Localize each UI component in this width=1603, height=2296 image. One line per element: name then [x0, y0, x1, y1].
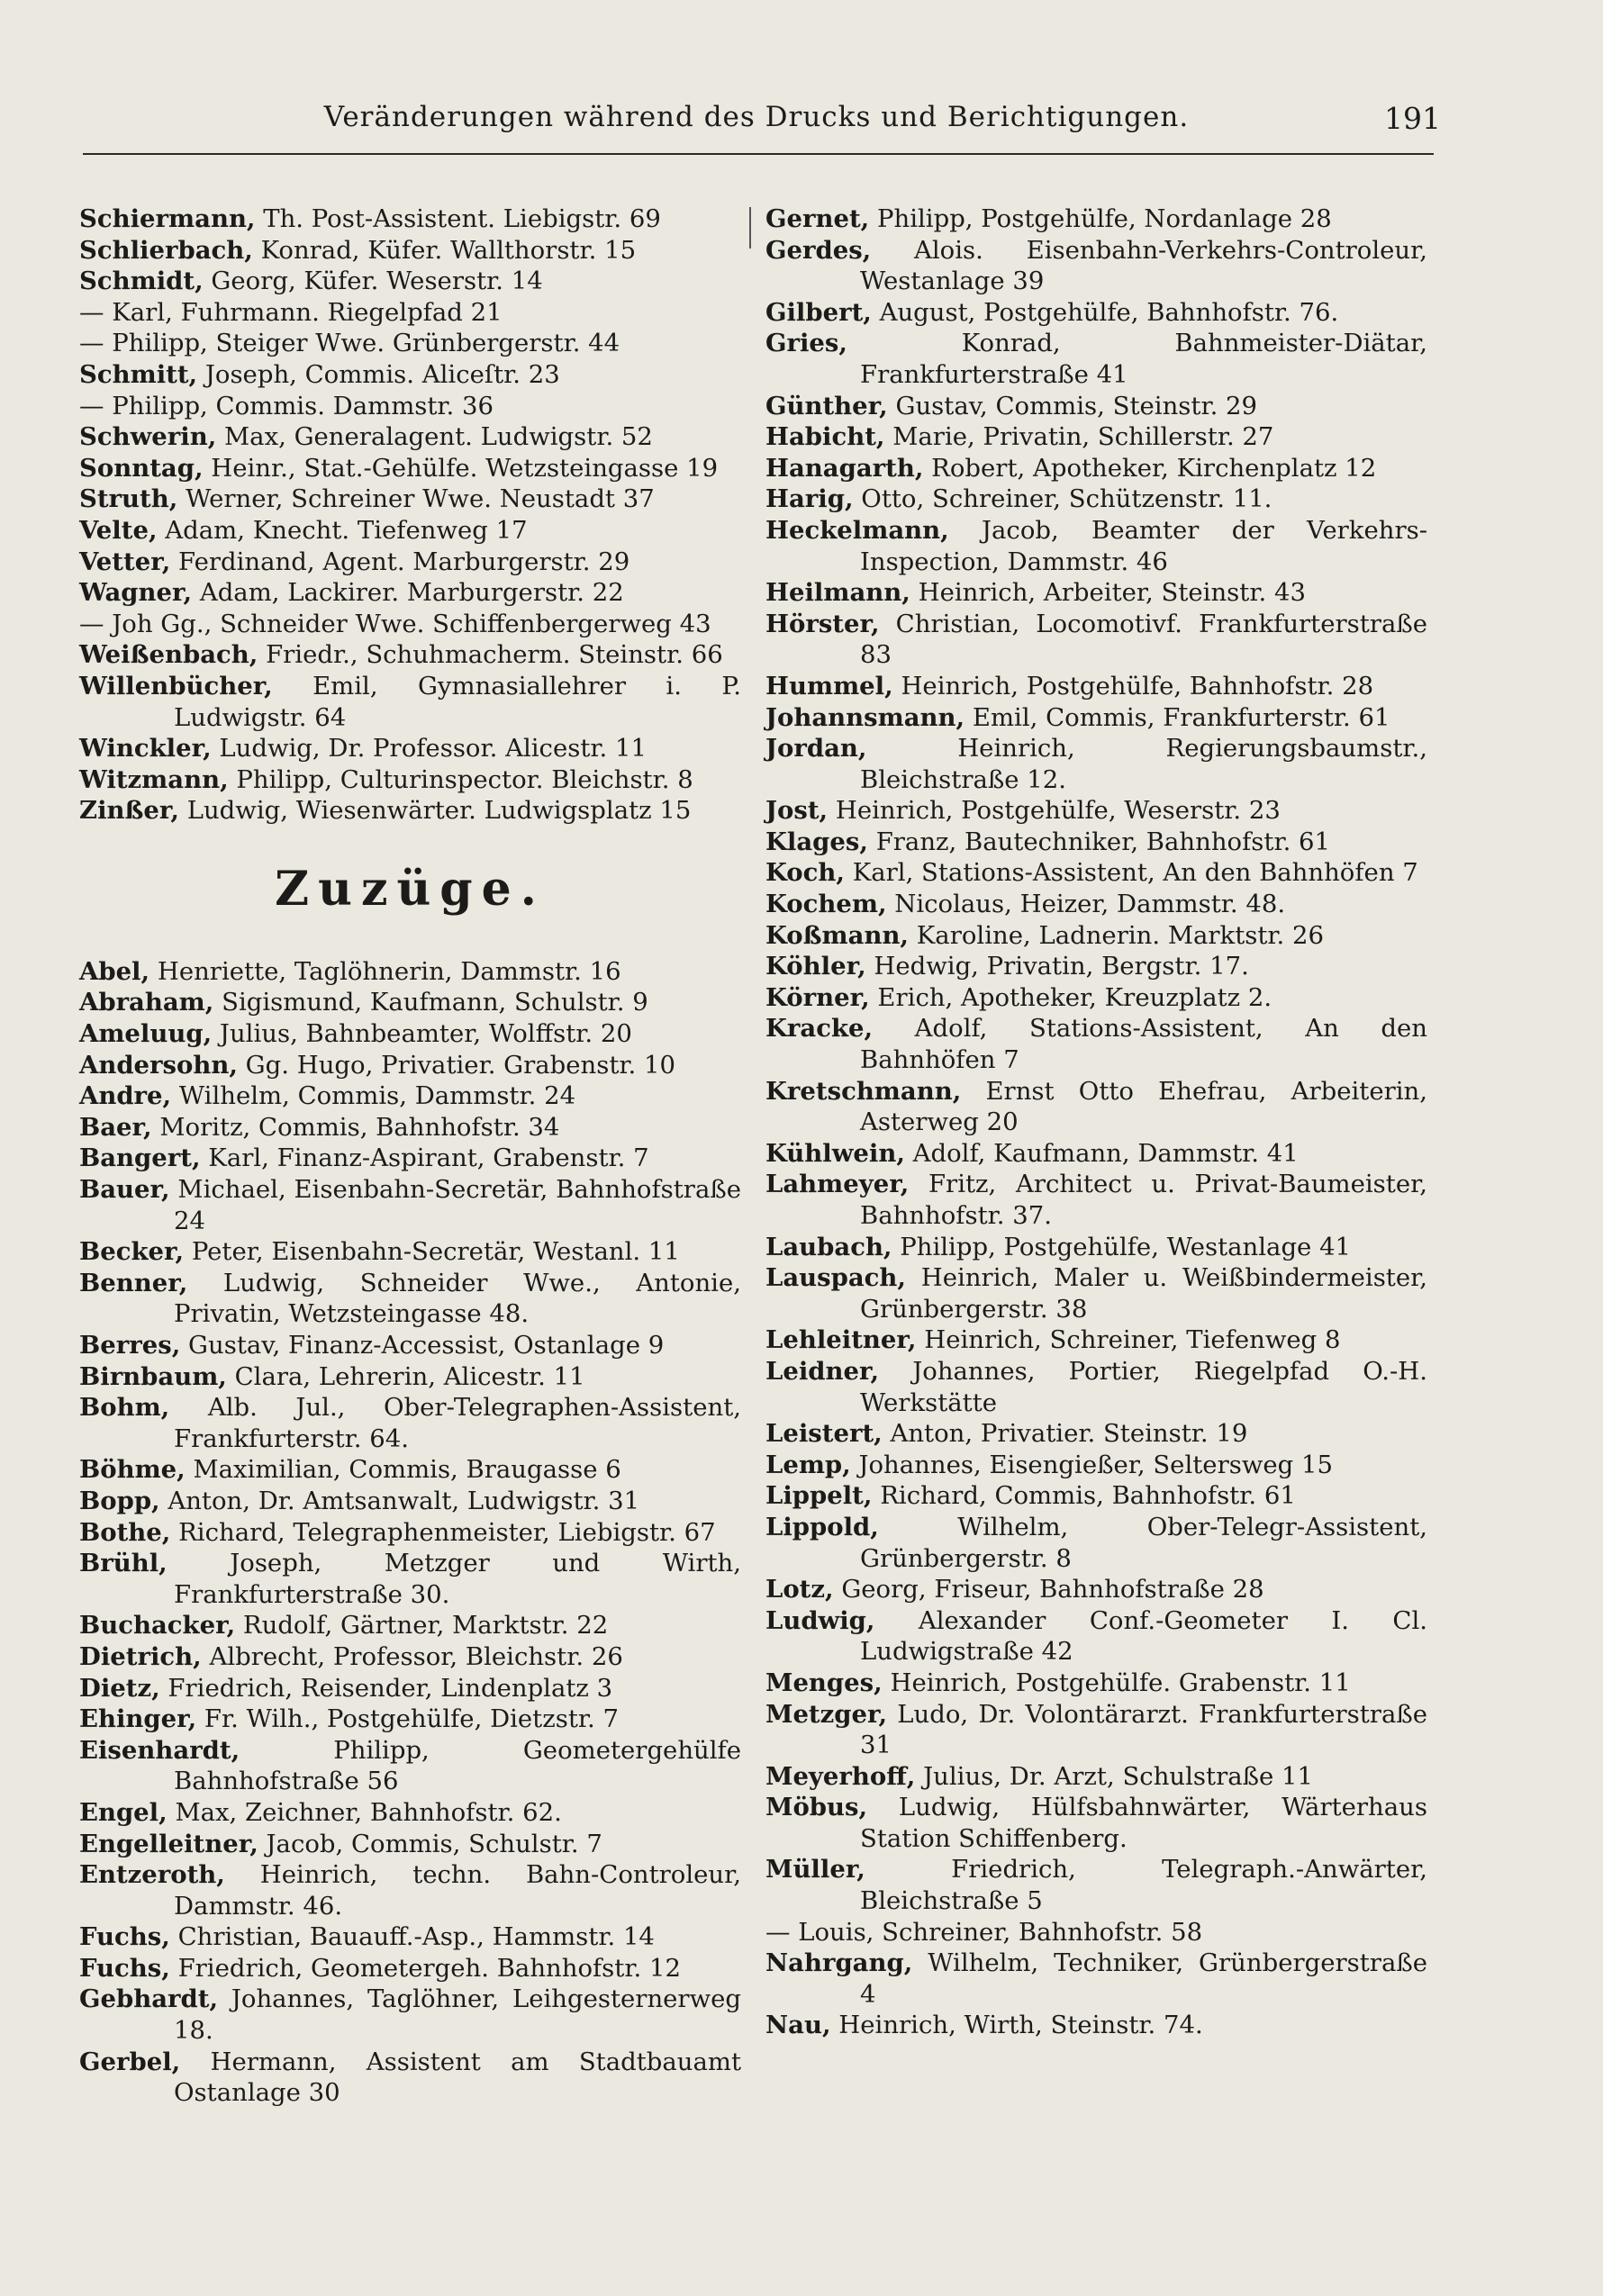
- directory-entry: [79, 1953, 741, 1984]
- entry-surname: Andre,: [79, 1081, 172, 1111]
- entry-surname: Meyerhoff,: [765, 1761, 916, 1791]
- directory-entry: [79, 1610, 741, 1641]
- entry-surname: Lehleitner,: [765, 1325, 917, 1355]
- entry-surname: Gernet,: [765, 204, 870, 233]
- entry-surname: Winckler,: [79, 734, 212, 764]
- entry-details: Friedr., Schuhmacherm. Steinstr. 66: [258, 640, 723, 670]
- directory-entry: [765, 297, 1427, 329]
- page-number: 191: [1384, 101, 1441, 136]
- header-rule: [83, 153, 1434, 155]
- entry-details: Ernst Otto Ehefrau, Arbeiterin, Asterweg 20: [860, 1076, 1427, 1137]
- directory-entry: [79, 1080, 741, 1112]
- entry-surname: Hummel,: [765, 671, 893, 701]
- entry-details: Julius, Bahnbeamter, Wolffstr. 20: [212, 1019, 632, 1049]
- entry-surname: Leidner,: [765, 1356, 880, 1386]
- entry-surname: Nahrgang,: [765, 1948, 913, 1978]
- directory-entry: [765, 1076, 1427, 1138]
- entry-surname: Zinßer,: [79, 796, 179, 826]
- entry-details: — Philipp, Commis. Dammstr. 36: [79, 391, 494, 420]
- entry-surname: Ludwig,: [765, 1605, 875, 1635]
- entry-surname: Engelleitner,: [79, 1829, 258, 1858]
- entry-details: Hedwig, Privatin, Bergstr. 17.: [865, 952, 1249, 981]
- entry-surname: Laubach,: [765, 1232, 892, 1261]
- entry-details: Sigismund, Kaufmann, Schulstr. 9: [213, 988, 648, 1017]
- entry-details: Gg. Hugo, Privatier. Grabenstr. 10: [237, 1050, 676, 1080]
- entry-details: Konrad, Bahnmeister-Diätar, Frankfurterstraße 41: [847, 329, 1427, 389]
- directory-entry: [765, 920, 1427, 952]
- entry-details: Christian, Bauauff.-Asp., Hammstr. 14: [169, 1922, 655, 1952]
- entry-surname: Bangert,: [79, 1143, 201, 1173]
- entry-details: Erich, Apotheker, Kreuzplatz 2.: [869, 982, 1272, 1012]
- directory-entry: [79, 203, 741, 235]
- directory-entry: [765, 1450, 1427, 1481]
- directory-entry: [79, 1361, 741, 1393]
- entry-surname: Jost,: [765, 796, 829, 826]
- entry-details: Ludwig, Schneider Wwe., Antonie, Privatin, Wetzsteingasse 48.: [174, 1268, 741, 1329]
- entry-details: — Louis, Schreiner, Bahnhofstr. 58: [765, 1917, 1203, 1947]
- directory-entry: [765, 827, 1427, 858]
- entry-details: Philipp, Geometergehülfe Bahnhofstraße 56: [174, 1735, 741, 1796]
- directory-entry: [765, 515, 1427, 577]
- directory-entry: [765, 1574, 1427, 1605]
- directory-entry: [79, 1143, 741, 1174]
- entry-details: Otto, Schreiner, Schützenstr. 11.: [853, 484, 1272, 514]
- entry-details: Hermann, Assistent am Stadtbauamt Ostanlage 30: [174, 2047, 741, 2108]
- entry-surname: Nau,: [765, 2011, 831, 2040]
- directory-entry: [765, 889, 1427, 920]
- entry-surname: Abel,: [79, 956, 150, 986]
- entry-surname: Kretschmann,: [765, 1076, 962, 1106]
- entry-surname: Andersohn,: [79, 1050, 238, 1080]
- directory-entry: [79, 1797, 741, 1829]
- entry-details: Heinrich, Postgehülfe. Grabenstr. 11: [882, 1668, 1351, 1697]
- directory-entry: [79, 359, 741, 391]
- directory-entry: [79, 1641, 741, 1673]
- entry-details: Albrecht, Professor, Bleichstr. 26: [201, 1641, 623, 1671]
- section-title-zuzuege: Zuzüge.: [275, 861, 546, 917]
- entry-details: Clara, Lehrerin, Alicestr. 11: [226, 1361, 585, 1391]
- directory-entry: [79, 547, 741, 578]
- directory-entry: [765, 391, 1427, 422]
- entry-surname: Gries,: [765, 329, 847, 358]
- entry-surname: Schiermann,: [79, 204, 256, 233]
- directory-entry: [79, 1735, 741, 1797]
- directory-entry: [79, 1704, 741, 1735]
- directory-entry: [79, 1112, 741, 1143]
- entry-surname: Gerbel,: [79, 2047, 181, 2076]
- entry-details: Richard, Commis, Bahnhofstr. 61: [872, 1481, 1296, 1511]
- entry-surname: Bohm,: [79, 1393, 170, 1423]
- entry-surname: Entzeroth,: [79, 1860, 225, 1890]
- entry-surname: Lotz,: [765, 1575, 834, 1604]
- directory-entry: [79, 764, 741, 796]
- page-header: [81, 101, 1441, 146]
- entry-details: Franz, Bautechniker, Bahnhofstr. 61: [867, 827, 1331, 856]
- entry-surname: Berres,: [79, 1331, 181, 1360]
- directory-entry: [765, 2010, 1427, 2041]
- entry-surname: Lippold,: [765, 1512, 879, 1541]
- directory-entry: [79, 609, 741, 640]
- entry-surname: Wagner,: [79, 578, 193, 608]
- entry-details: Max, Zeichner, Bahnhofstr. 62.: [167, 1797, 562, 1827]
- directory-entry: [79, 1236, 741, 1268]
- entry-surname: Witzmann,: [79, 764, 229, 794]
- entry-surname: Böhme,: [79, 1455, 186, 1485]
- right-column: [765, 203, 1427, 2041]
- directory-entry: [765, 702, 1427, 734]
- directory-entry: [79, 421, 741, 453]
- directory-entry: [765, 577, 1427, 609]
- entry-surname: Habicht,: [765, 422, 885, 452]
- directory-entry: [765, 795, 1427, 827]
- entry-surname: Klages,: [765, 827, 868, 856]
- directory-entry: [79, 1984, 741, 2046]
- column-divider: [749, 207, 751, 249]
- entry-details: Adam, Knecht. Tiefenweg 17: [157, 515, 528, 545]
- entry-details: Konrad, Küfer. Wallthorstr. 15: [252, 235, 637, 265]
- entry-surname: Köhler,: [765, 952, 866, 981]
- directory-entry: [79, 266, 741, 297]
- directory-entry: [79, 987, 741, 1018]
- entry-details: Heinrich, Postgehülfe, Bahnhofstr. 28: [892, 671, 1374, 701]
- entry-surname: Müller,: [765, 1855, 865, 1885]
- entry-surname: Baer,: [79, 1112, 152, 1142]
- directory-entry: [765, 421, 1427, 453]
- entry-details: Heinrich, Maler u. Weißbindermeister, Grünbergerstr. 38: [860, 1263, 1427, 1324]
- entry-details: Heinrich, techn. Bahn-Controleur, Dammstr. 46.: [174, 1860, 741, 1921]
- entry-surname: Körner,: [765, 982, 870, 1012]
- entry-surname: Menges,: [765, 1668, 883, 1697]
- directory-entry: [79, 515, 741, 547]
- entry-surname: Engel,: [79, 1797, 168, 1827]
- entry-details: Heinrich, Arbeiter, Steinstr. 43: [910, 578, 1306, 608]
- entry-details: Philipp, Postgehülfe, Nordanlage 28: [869, 204, 1332, 233]
- entry-list-zuzuege-continued: [765, 203, 1427, 2041]
- entry-list-changes: [79, 203, 741, 827]
- entry-surname: Lahmeyer,: [765, 1170, 910, 1199]
- directory-entry: [765, 1169, 1427, 1231]
- directory-entry: [765, 1480, 1427, 1512]
- entry-details: Friedrich, Reisender, Lindenplatz 3: [159, 1673, 613, 1703]
- entry-surname: Buchacker,: [79, 1611, 236, 1641]
- directory-entry: [79, 391, 741, 422]
- directory-entry: [79, 1548, 741, 1610]
- entry-details: Adolf, Kaufmann, Dammstr. 41: [904, 1138, 1299, 1168]
- entry-surname: Schlierbach,: [79, 235, 253, 265]
- directory-entry: [765, 1668, 1427, 1699]
- directory-entry: [79, 1050, 741, 1081]
- directory-entry: [79, 1392, 741, 1454]
- directory-entry: [79, 484, 741, 515]
- entry-details: Moritz, Commis, Bahnhofstr. 34: [151, 1112, 560, 1142]
- entry-surname: Kochem,: [765, 890, 887, 919]
- entry-details: Joseph, Metzger und Wirth, Frankfurterstraße 30.: [167, 1549, 741, 1609]
- entry-surname: Fuchs,: [79, 1953, 170, 1983]
- directory-entry: [79, 1829, 741, 1860]
- entry-details: August, Postgehülfe, Bahnhofstr. 76.: [871, 297, 1339, 327]
- entry-surname: Dietz,: [79, 1673, 160, 1703]
- entry-details: Th. Post-Assistent. Liebigstr. 69: [255, 204, 661, 233]
- entry-surname: Kracke,: [765, 1014, 874, 1044]
- entry-surname: Gerdes,: [765, 235, 872, 265]
- directory-entry: [765, 1013, 1427, 1075]
- directory-entry: [765, 203, 1427, 235]
- entry-surname: Vetter,: [79, 547, 171, 576]
- entry-surname: Koch,: [765, 858, 845, 888]
- entry-details: Richard, Telegraphenmeister, Liebigstr. 67: [170, 1517, 716, 1547]
- entry-list-zuzuege: [79, 956, 741, 2109]
- entry-details: Karl, Stations-Assistent, An den Bahnhöfen 7: [844, 858, 1418, 888]
- directory-entry: [765, 857, 1427, 889]
- directory-entry: [765, 671, 1427, 702]
- entry-surname: Struth,: [79, 484, 178, 514]
- entry-surname: Birnbaum,: [79, 1361, 227, 1391]
- directory-entry: [79, 956, 741, 988]
- entry-details: Adam, Lackirer. Marburgerstr. 22: [192, 578, 624, 608]
- entry-surname: Gebhardt,: [79, 1984, 219, 2014]
- directory-entry: [765, 235, 1427, 297]
- entry-surname: Brühl,: [79, 1549, 168, 1578]
- entry-details: Michael, Eisenbahn-Secretär, Bahnhofstraße 24: [169, 1175, 741, 1235]
- entry-details: Alb. Jul., Ober-Telegraphen-Assistent, Frankfurterstr. 64.: [169, 1393, 741, 1453]
- entry-surname: Ehinger,: [79, 1704, 197, 1734]
- entry-details: Anton, Privatier. Steinstr. 19: [882, 1419, 1248, 1449]
- directory-entry: [765, 1699, 1427, 1761]
- entry-details: — Joh Gg., Schneider Wwe. Schiffenbergerweg 43: [79, 609, 711, 638]
- entry-details: Fritz, Architect u. Privat-Baumeister, Bahnhofstr. 37.: [860, 1170, 1427, 1230]
- entry-surname: Koßmann,: [765, 920, 910, 950]
- directory-entry: [79, 1174, 741, 1236]
- entry-details: Ludwig, Wiesenwärter. Ludwigsplatz 15: [178, 796, 692, 826]
- entry-surname: Gilbert,: [765, 297, 872, 327]
- entry-details: Henriette, Taglöhnerin, Dammstr. 16: [149, 956, 621, 986]
- directory-entry: [765, 982, 1427, 1014]
- entry-details: Heinr., Stat.-Gehülfe. Wetzsteingasse 19: [203, 453, 719, 483]
- entry-details: Rudolf, Gärtner, Marktstr. 22: [235, 1611, 609, 1641]
- running-title: Veränderungen während des Drucks und Berichtigungen.: [323, 101, 1190, 133]
- directory-entry: [765, 1324, 1427, 1356]
- entry-surname: Schmidt,: [79, 267, 204, 296]
- directory-entry: [765, 1948, 1427, 2010]
- entry-details: Alexander Conf.-Geometer I. Cl. Ludwigstraße 42: [860, 1605, 1427, 1667]
- entry-surname: Heilmann,: [765, 578, 910, 608]
- entry-details: Emil, Commis, Frankfurterstr. 61: [965, 702, 1390, 732]
- entry-surname: Becker,: [79, 1237, 185, 1267]
- entry-details: Wilhelm, Ober-Telegr-Assistent, Grünbergerstr. 8: [860, 1512, 1427, 1573]
- entry-details: Maximilian, Commis, Braugasse 6: [185, 1455, 621, 1485]
- directory-entry: [79, 1268, 741, 1330]
- entry-details: Nicolaus, Heizer, Dammstr. 48.: [886, 890, 1286, 919]
- entry-details: — Karl, Fuhrmann. Riegelpfad 21: [79, 297, 503, 327]
- entry-details: Anton, Dr. Amtsanwalt, Ludwigstr. 31: [159, 1486, 640, 1515]
- entry-details: Fr. Wilh., Postgehülfe, Dietzstr. 7: [196, 1704, 619, 1734]
- entry-surname: Leistert,: [765, 1419, 883, 1449]
- entry-surname: Eisenhardt,: [79, 1735, 240, 1765]
- entry-details: Johannes, Taglöhner, Leihgesternerweg 18.: [174, 1984, 741, 2046]
- entry-surname: Kühlwein,: [765, 1138, 905, 1168]
- entry-surname: Ameluug,: [79, 1019, 213, 1049]
- directory-entry: [765, 1854, 1427, 1916]
- entry-details: Joseph, Commis. Aliceſtr. 23: [197, 359, 560, 389]
- entry-surname: Harig,: [765, 484, 854, 514]
- entry-details: Robert, Apotheker, Kirchenplatz 12: [923, 453, 1377, 483]
- directory-entry: [79, 235, 741, 267]
- entry-details: Ludwig, Hülfsbahnwärter, Wärterhaus Station Schiffenberg.: [860, 1793, 1427, 1853]
- entry-details: Julius, Dr. Arzt, Schulstraße 11: [915, 1761, 1313, 1791]
- entry-surname: Johannsmann,: [765, 702, 965, 732]
- entry-surname: Lemp,: [765, 1450, 851, 1479]
- entry-details: Alois. Eisenbahn-Verkehrs-Controleur, Westanlage 39: [860, 235, 1427, 296]
- entry-surname: Bothe,: [79, 1517, 171, 1547]
- entry-surname: Dietrich,: [79, 1641, 202, 1671]
- directory-entry: [765, 733, 1427, 795]
- directory-entry: [79, 733, 741, 764]
- entry-details: Johannes, Portier, Riegelpfad O.-H. Werkstätte: [860, 1356, 1427, 1417]
- entry-details: Johannes, Eisengießer, Seltersweg 15: [850, 1450, 1333, 1479]
- directory-entry: [765, 453, 1427, 484]
- entry-details: Jacob, Beamter der Verkehrs-Inspection, Dammstr. 46: [860, 515, 1427, 576]
- entry-details: Friedrich, Geometergeh. Bahnhofstr. 12: [169, 1953, 681, 1983]
- entry-details: Peter, Eisenbahn-Secretär, Westanl. 11: [184, 1237, 680, 1267]
- directory-entry: [79, 639, 741, 671]
- entry-details: Gustav, Finanz-Accessist, Ostanlage 9: [180, 1331, 665, 1360]
- directory-entry: [79, 2047, 741, 2109]
- entry-details: Karoline, Ladnerin. Marktstr. 26: [909, 920, 1325, 950]
- entry-surname: Willenbücher,: [79, 671, 273, 701]
- entry-details: Emil, Gymnasiallehrer i. P. Ludwigstr. 64: [174, 671, 741, 732]
- entry-details: Philipp, Culturinspector. Bleichstr. 8: [228, 764, 693, 794]
- entry-details: Ludo, Dr. Volontärarzt. Frankfurterstraße 31: [860, 1699, 1427, 1760]
- entry-details: Wilhelm, Techniker, Grünbergerstraße 4: [860, 1948, 1427, 2009]
- directory-entry: [79, 1859, 741, 1921]
- directory-entry: [765, 1761, 1427, 1793]
- directory-entry: [765, 1262, 1427, 1324]
- entry-details: Jacob, Commis, Schulstr. 7: [258, 1829, 602, 1858]
- directory-entry: [765, 1792, 1427, 1854]
- entry-details: Gustav, Commis, Steinstr. 29: [887, 391, 1258, 420]
- entry-details: Philipp, Postgehülfe, Westanlage 41: [892, 1232, 1352, 1261]
- directory-entry: [765, 484, 1427, 515]
- entry-details: Heinrich, Wirth, Steinstr. 74.: [830, 2011, 1203, 2040]
- entry-details: Christian, Locomotivf. Frankfurterstraße 83: [860, 609, 1427, 670]
- directory-entry: [765, 1138, 1427, 1170]
- entry-details: Heinrich, Regierungsbaumstr., Bleichstraße 12.: [860, 734, 1427, 794]
- directory-entry: [765, 1512, 1427, 1574]
- entry-surname: Hörster,: [765, 609, 880, 638]
- directory-entry: [79, 1486, 741, 1517]
- entry-details: Heinrich, Schreiner, Tiefenweg 8: [916, 1325, 1341, 1355]
- directory-entry: [79, 1330, 741, 1361]
- entry-details: Max, Generalagent. Ludwigstr. 52: [216, 422, 653, 452]
- directory-entry: [79, 795, 741, 827]
- entry-surname: Schmitt,: [79, 359, 198, 389]
- entry-details: Heinrich, Postgehülfe, Weserstr. 23: [828, 796, 1281, 826]
- directory-entry: [79, 1921, 741, 1953]
- entry-surname: Heckelmann,: [765, 515, 949, 545]
- directory-entry: [765, 1605, 1427, 1668]
- directory-entry: [765, 1232, 1427, 1263]
- entry-surname: Sonntag,: [79, 453, 204, 483]
- directory-entry: [79, 1454, 741, 1486]
- entry-surname: Velte,: [79, 515, 158, 545]
- entry-details: Ferdinand, Agent. Marburgerstr. 29: [170, 547, 630, 576]
- entry-surname: Abraham,: [79, 988, 214, 1017]
- entry-details: Werner, Schreiner Wwe. Neustadt 37: [177, 484, 655, 514]
- directory-entry: [765, 609, 1427, 671]
- directory-entry: [765, 1418, 1427, 1450]
- entry-surname: Lippelt,: [765, 1481, 873, 1511]
- entry-surname: Günther,: [765, 391, 888, 420]
- directory-entry: [79, 1517, 741, 1549]
- directory-entry: [79, 577, 741, 609]
- entry-surname: Weißenbach,: [79, 640, 258, 670]
- entry-details: Ludwig, Dr. Professor. Alicestr. 11: [211, 734, 647, 764]
- directory-entry: [79, 453, 741, 484]
- directory-entry: [79, 671, 741, 733]
- directory-entry: [79, 1018, 741, 1050]
- entry-surname: Jordan,: [765, 734, 867, 764]
- entry-surname: Benner,: [79, 1268, 188, 1297]
- entry-details: — Philipp, Steiger Wwe. Grünbergerstr. 44: [79, 329, 620, 358]
- entry-details: Georg, Küfer. Weserstr. 14: [203, 267, 543, 296]
- entry-surname: Hanagarth,: [765, 453, 924, 483]
- directory-entry: [79, 297, 741, 329]
- entry-details: Adolf, Stations-Assistent, An den Bahnhöfen 7: [860, 1014, 1427, 1075]
- entry-details: Friedrich, Telegraph.-Anwärter, Bleichstraße 5: [860, 1855, 1427, 1916]
- entry-surname: Schwerin,: [79, 422, 217, 452]
- entry-surname: Metzger,: [765, 1699, 888, 1729]
- directory-entry: [765, 328, 1427, 390]
- directory-entry: [79, 328, 741, 359]
- entry-details: Georg, Friseur, Bahnhofstraße 28: [833, 1575, 1264, 1604]
- directory-entry: [79, 1673, 741, 1704]
- entry-surname: Lauspach,: [765, 1263, 906, 1293]
- left-column: [79, 203, 741, 2109]
- entry-surname: Fuchs,: [79, 1922, 170, 1952]
- entry-details: Karl, Finanz-Aspirant, Grabenstr. 7: [200, 1143, 649, 1173]
- entry-details: Marie, Privatin, Schillerstr. 27: [884, 422, 1274, 452]
- directory-entry: [765, 1356, 1427, 1418]
- entry-surname: Bopp,: [79, 1486, 160, 1515]
- directory-entry: [765, 1917, 1427, 1948]
- entry-surname: Bauer,: [79, 1175, 170, 1205]
- entry-surname: Möbus,: [765, 1793, 868, 1822]
- directory-entry: [765, 951, 1427, 982]
- entry-details: Wilhelm, Commis, Dammstr. 24: [171, 1081, 576, 1111]
